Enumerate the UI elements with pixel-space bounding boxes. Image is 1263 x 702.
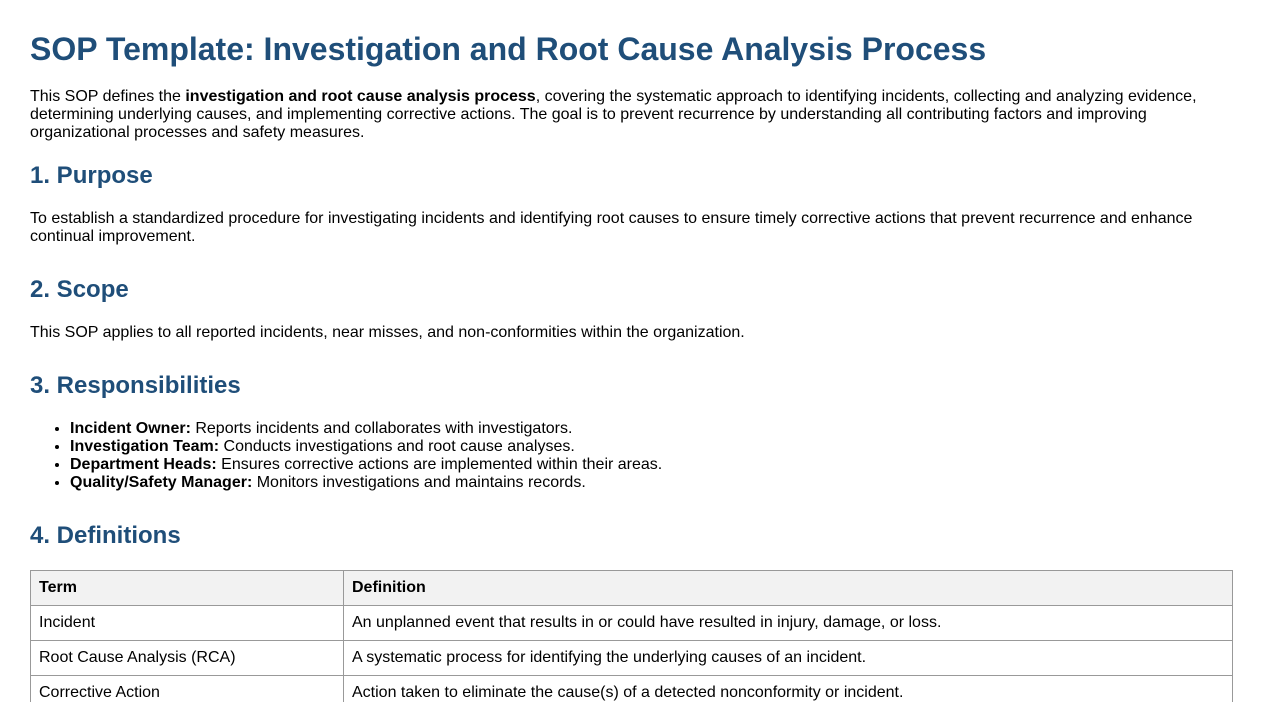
role-description: Monitors investigations and maintains records. bbox=[252, 474, 586, 491]
term-cell: Root Cause Analysis (RCA) bbox=[31, 641, 344, 676]
list-item bbox=[70, 438, 1233, 456]
list-item bbox=[70, 456, 1233, 474]
definitions-table bbox=[30, 570, 1233, 702]
definition-cell: A systematic process for identifying the underlying causes of an incident. bbox=[344, 641, 1233, 676]
term-cell: Corrective Action bbox=[31, 676, 344, 702]
table-header-row bbox=[31, 571, 1233, 606]
definition-cell: An unplanned event that results in or could have resulted in injury, damage, or loss. bbox=[344, 606, 1233, 641]
column-header-term: Term bbox=[31, 571, 344, 606]
role-description: Reports incidents and collaborates with investigators. bbox=[190, 420, 573, 437]
role-description: Ensures corrective actions are implemented within their areas. bbox=[216, 456, 663, 473]
role-label: Quality/Safety Manager: bbox=[70, 474, 253, 491]
list-item bbox=[70, 474, 1233, 492]
intro-paragraph bbox=[30, 88, 1233, 142]
definition-cell: Action taken to eliminate the cause(s) of a detected nonconformity or incident. bbox=[344, 676, 1233, 702]
page-title: SOP Template: Investigation and Root Cause Analysis Process bbox=[30, 31, 987, 67]
table-row bbox=[31, 641, 1233, 676]
intro-text-bold: investigation and root cause analysis process bbox=[185, 88, 536, 105]
purpose-text: To establish a standardized procedure for investigating incidents and identifying root causes to ensure timely corrective actions that prevent recurrence and enhance continual improvement. bbox=[30, 210, 1193, 245]
responsibilities-list bbox=[30, 420, 1233, 492]
column-header-definition: Definition bbox=[344, 571, 1233, 606]
definitions-heading: 4. Definitions bbox=[30, 522, 181, 549]
list-item bbox=[70, 420, 1233, 438]
intro-text-start: This SOP defines the bbox=[30, 88, 186, 105]
role-label: Investigation Team: bbox=[70, 438, 220, 455]
role-description: Conducts investigations and root cause analyses. bbox=[219, 438, 575, 455]
purpose-heading: 1. Purpose bbox=[30, 162, 153, 189]
responsibilities-heading: 3. Responsibilities bbox=[30, 372, 241, 399]
scope-heading: 2. Scope bbox=[30, 276, 129, 303]
table-row bbox=[31, 676, 1233, 702]
intro-text-end: , covering the systematic approach to identifying incidents, collecting and analyzing evidence, determining underlying causes, and implementing corrective actions. The goal is to prevent recurrence by understanding all contributing factors and improving organizational processes and safety measures. bbox=[30, 88, 1197, 141]
table-row bbox=[31, 606, 1233, 641]
role-label: Department Heads: bbox=[70, 456, 217, 473]
term-cell: Incident bbox=[31, 606, 344, 641]
scope-text: This SOP applies to all reported incidents, near misses, and non-conformities within the organization. bbox=[30, 324, 745, 341]
role-label: Incident Owner: bbox=[70, 420, 191, 437]
